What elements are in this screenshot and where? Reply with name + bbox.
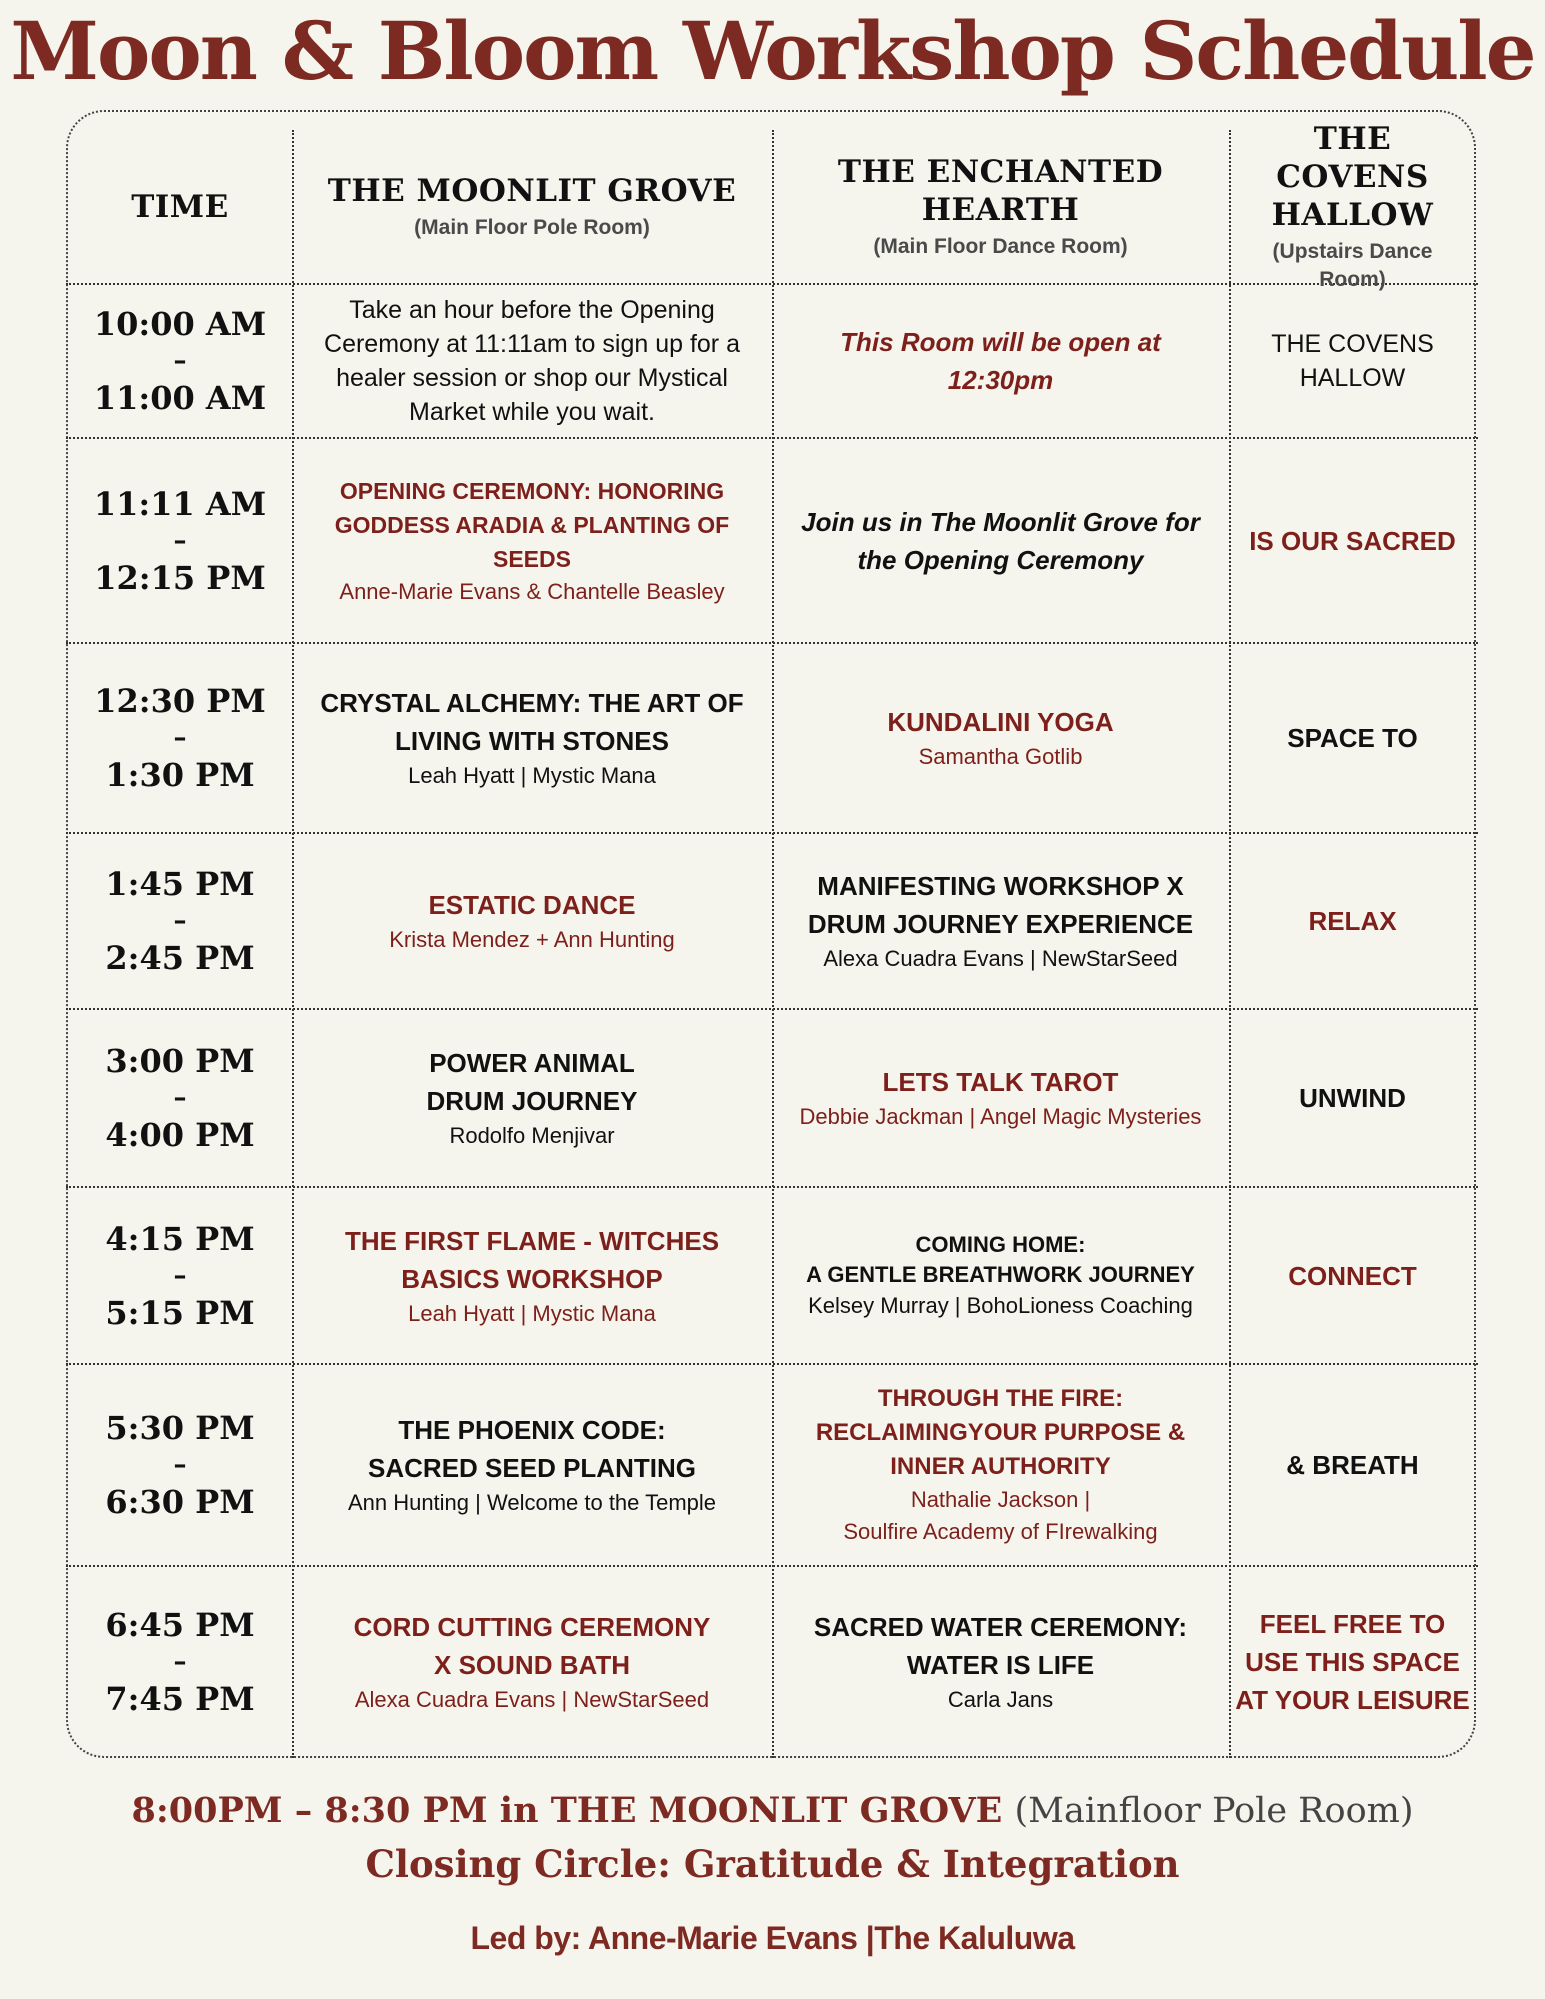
session-host: Soulfire Academy of FIrewalking [843, 1519, 1158, 1544]
hallow-text: CONNECT [1288, 1260, 1417, 1291]
header-room-moonlit-grove [292, 130, 772, 283]
session-host: Carla Jans [947, 1687, 1054, 1712]
start-time: 12:30 PM [94, 682, 266, 720]
session-host: Anne-Marie Evans & Chantelle Beasley [339, 578, 725, 604]
hallow-text: IS OUR SACRED [1249, 525, 1456, 556]
session-title: LETS TALK TAROT [882, 1067, 1119, 1097]
session-moonlit-grove [292, 285, 772, 437]
time-dash: – [173, 723, 187, 753]
end-time: 2:45 PM [105, 939, 255, 977]
time-dash: – [173, 1083, 187, 1113]
session-host: Leah Hyatt | Mystic Mana [408, 763, 656, 788]
session-title: THROUGH THE FIRE: [877, 1385, 1124, 1412]
time-dash: – [173, 906, 187, 936]
hallow-text: SPACE TO [1287, 723, 1418, 753]
session-title: ESTATIC DANCE [428, 890, 636, 920]
session-enchanted-hearth [772, 1188, 1229, 1363]
header-room-covens-hallow [1229, 120, 1476, 291]
hallow-text: THE COVENS HALLOW [1271, 330, 1434, 392]
session-title: RECLAIMINGYOUR PURPOSE & INNER AUTHORITY [815, 1419, 1186, 1480]
session-moonlit-grove [292, 644, 772, 832]
time-slot [68, 439, 292, 642]
covens-hallow-message [1229, 1188, 1476, 1363]
room-location: (Main Floor Pole Room) [414, 215, 650, 239]
time-dash: – [173, 1260, 187, 1291]
session-title: POWER ANIMAL DRUM JOURNEY [426, 1048, 638, 1116]
time-slot [68, 1365, 292, 1565]
covens-hallow-message [1229, 439, 1476, 642]
session-enchanted-hearth [772, 285, 1229, 437]
room-name: THE COVENS HALLOW [1271, 120, 1434, 233]
hallow-text: FEEL FREE TO USE THIS SPACE AT YOUR LEISURE [1235, 1609, 1470, 1715]
session-enchanted-hearth [772, 1010, 1229, 1186]
session-host: Samantha Gotlib [918, 744, 1083, 769]
session-note: Join us in The Moonlit Grove for the Opening Ceremony [801, 506, 1200, 575]
session-moonlit-grove [292, 1365, 772, 1565]
room-name: THE MOONLIT GROVE [327, 172, 737, 209]
session-note: This Room will be open at 12:30pm [840, 327, 1161, 395]
time-dash: – [173, 525, 187, 556]
session-host: Krista Mendez + Ann Hunting [389, 927, 675, 952]
time-slot [68, 1010, 292, 1186]
room-location: (Upstairs Dance Room) [1272, 239, 1433, 291]
session-host: Kelsey Murray | BohoLioness Coaching [808, 1292, 1193, 1318]
end-time: 6:30 PM [105, 1483, 255, 1521]
start-time: 1:45 PM [105, 865, 255, 903]
hallow-text: RELAX [1308, 906, 1397, 936]
session-enchanted-hearth [772, 1365, 1229, 1565]
covens-hallow-message [1229, 1567, 1476, 1757]
covens-hallow-message [1229, 1010, 1476, 1186]
covens-hallow-message [1229, 644, 1476, 832]
closing-room-location: (Mainfloor Pole Room) [1014, 1791, 1414, 1831]
session-title: THE FIRST FLAME - WITCHES BASICS WORKSHOP [344, 1225, 720, 1294]
time-dash: – [173, 1647, 187, 1677]
session-moonlit-grove [292, 834, 772, 1008]
session-title: SACRED WATER CEREMONY: [813, 1612, 1188, 1642]
session-title: COMING HOME: [915, 1231, 1086, 1257]
end-time: 4:00 PM [105, 1116, 255, 1154]
session-moonlit-grove [292, 1188, 772, 1363]
session-title: A GENTLE BREATHWORK JOURNEY [806, 1261, 1195, 1287]
session-note: Take an hour before the Opening Ceremony at 11:11am to sign up for a healer session or shop our Mystical Market while you wait. [324, 296, 740, 426]
end-time: 5:15 PM [105, 1293, 255, 1332]
session-title: CORD CUTTING CEREMONY [353, 1612, 711, 1642]
closing-circle-title: Closing Circle: Gratitude & Integration [365, 1842, 1180, 1886]
session-moonlit-grove [292, 1567, 772, 1757]
session-host: Rodolfo Menjivar [449, 1123, 615, 1148]
room-location: (Main Floor Dance Room) [873, 234, 1128, 258]
session-enchanted-hearth [772, 644, 1229, 832]
session-title: MANIFESTING WORKSHOP X DRUM JOURNEY EXPERIENCE [807, 871, 1194, 939]
closing-time-location [0, 1790, 1545, 1831]
session-title: OPENING CEREMONY: HONORING GODDESS ARADIA & PLANTING OF SEEDS [334, 477, 730, 572]
session-host: Alexa Cuadra Evans | NewStarSeed [354, 1687, 710, 1712]
start-time: 5:30 PM [105, 1409, 255, 1447]
time-slot [68, 644, 292, 832]
covens-hallow-message [1229, 285, 1476, 437]
hallow-text: UNWIND [1299, 1083, 1406, 1113]
header-time-label: TIME [131, 188, 229, 225]
session-title: SACRED SEED PLANTING [368, 1453, 696, 1483]
page-title: Moon & Bloom Workshop Schedule [10, 4, 1535, 98]
closing-leader: Led by: Anne-Marie Evans |The Kaluluwa [470, 1920, 1075, 1956]
session-enchanted-hearth [772, 1567, 1229, 1757]
session-title: KUNDALINI YOGA [887, 707, 1114, 737]
session-title: CRYSTAL ALCHEMY: THE ART OF LIVING WITH STONES [320, 688, 744, 756]
session-title: WATER IS LIFE [906, 1650, 1095, 1680]
end-time: 11:00 AM [93, 379, 267, 417]
time-dash: – [173, 1450, 187, 1480]
start-time: 6:45 PM [105, 1606, 255, 1644]
start-time: 3:00 PM [105, 1042, 255, 1080]
covens-hallow-message [1229, 834, 1476, 1008]
time-slot [68, 285, 292, 437]
end-time: 7:45 PM [105, 1680, 255, 1718]
time-dash: – [173, 346, 187, 376]
session-enchanted-hearth [772, 439, 1229, 642]
session-moonlit-grove [292, 439, 772, 642]
session-title: THE PHOENIX CODE: [398, 1415, 666, 1445]
session-host: Alexa Cuadra Evans | NewStarSeed [823, 946, 1178, 971]
session-host: Debbie Jackman | Angel Magic Mysteries [799, 1104, 1202, 1129]
start-time: 11:11 AM [93, 484, 267, 523]
covens-hallow-message [1229, 1365, 1476, 1565]
end-time: 1:30 PM [105, 756, 255, 794]
start-time: 10:00 AM [93, 305, 267, 343]
time-slot [68, 1188, 292, 1363]
session-host: Nathalie Jackson | [910, 1487, 1091, 1512]
time-slot [68, 1567, 292, 1757]
session-moonlit-grove [292, 1010, 772, 1186]
time-slot [68, 834, 292, 1008]
session-title: X SOUND BATH [434, 1650, 630, 1680]
hallow-text: & BREATH [1286, 1450, 1419, 1480]
session-host: Ann Hunting | Welcome to the Temple [347, 1490, 717, 1515]
end-time: 12:15 PM [94, 558, 266, 597]
room-name: THE ENCHANTED HEARTH [837, 153, 1164, 228]
closing-time: 8:00PM – 8:30 PM in THE MOONLIT GROVE [131, 1790, 1003, 1831]
header-room-enchanted-hearth [772, 130, 1229, 283]
header-time [68, 130, 292, 283]
session-enchanted-hearth [772, 834, 1229, 1008]
session-host: Leah Hyatt | Mystic Mana [408, 1300, 656, 1326]
start-time: 4:15 PM [105, 1219, 255, 1258]
